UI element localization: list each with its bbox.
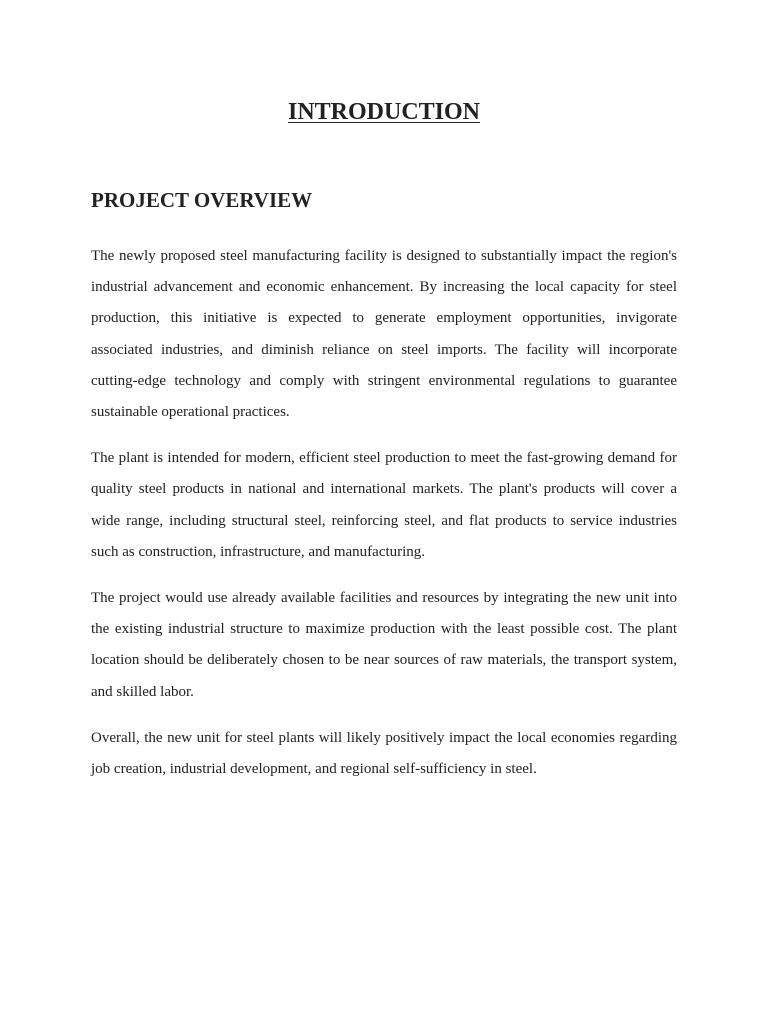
paragraph-4: Overall, the new unit for steel plants will likely positively impact the local economies regarding job creation, industrial development, and regional self-sufficiency in steel. bbox=[91, 729, 677, 778]
paragraph-3: The project would use already available facilities and resources by integrating the new unit into the existing industrial structure to maximize production with the least possible cost. The plant location should be deliberately chosen to be near sources of raw materials, the transport system, and skilled labor. bbox=[91, 590, 677, 700]
paragraph-2: The plant is intended for modern, efficient steel production to meet the fast-growing demand for quality steel products in national and international markets. The plant's products will cover a wide range, including structural steel, reinforcing steel, and flat products to service industries such as construction, infrastructure, and manufacturing. bbox=[91, 450, 677, 560]
paragraph-1: The newly proposed steel manufacturing facility is designed to substantially impact the region's industrial advancement and economic enhancement. By increasing the local capacity for steel production, this initiative is expected to generate employment opportunities, invigorate associated industries, and diminish reliance on steel imports. The facility will incorporate cutting-edge technology and comply with stringent environmental regulations to guarantee sustainable operational practices. bbox=[91, 248, 677, 421]
page-title-text: INTRODUCTION bbox=[287, 99, 481, 125]
page-title bbox=[0, 96, 768, 128]
body-text bbox=[91, 241, 677, 800]
section-heading: PROJECT OVERVIEW bbox=[91, 188, 313, 212]
